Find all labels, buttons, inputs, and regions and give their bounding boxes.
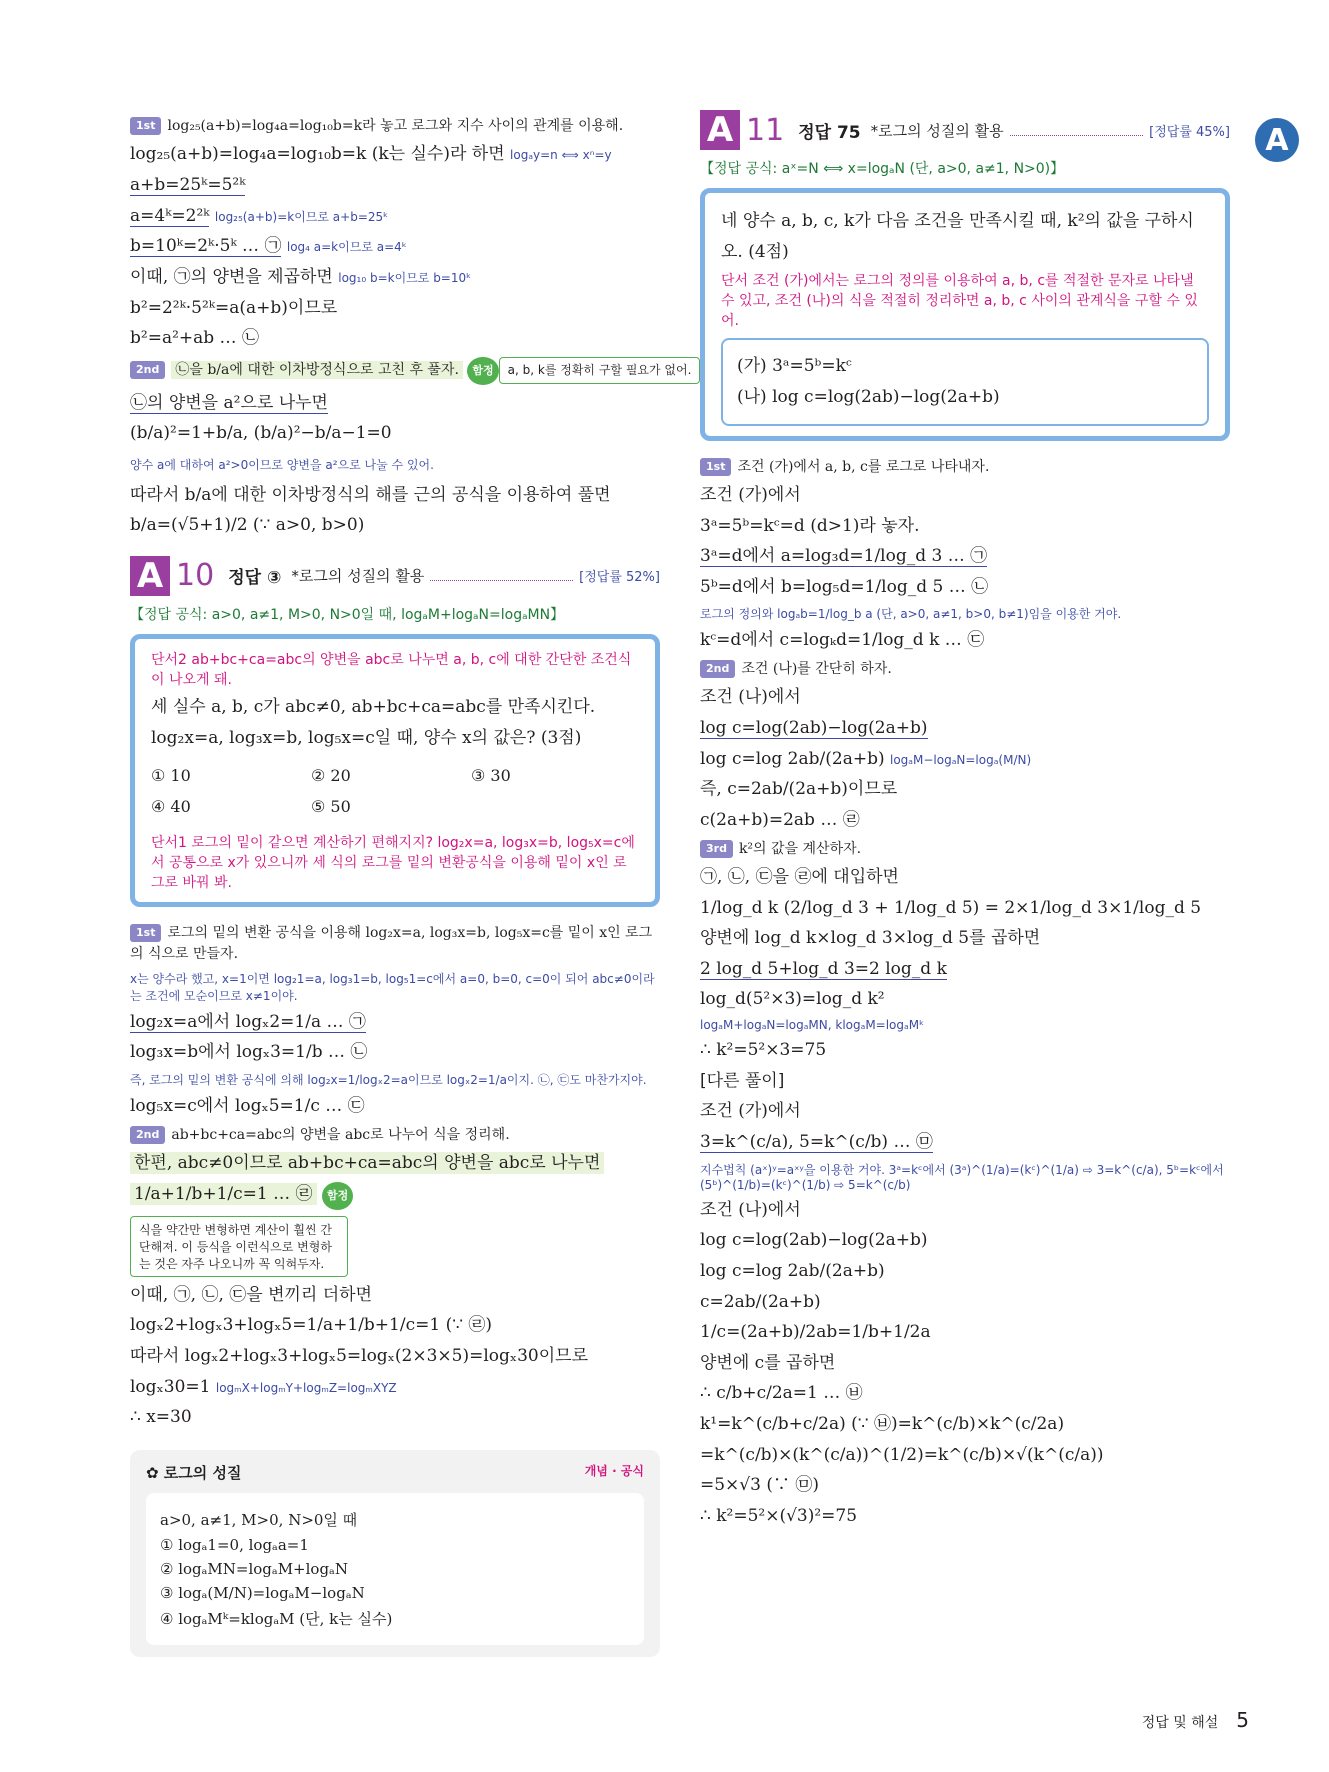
correct-rate: [정답률 52%] <box>579 570 660 586</box>
choice-4: ④ 40 <box>151 797 191 817</box>
note: 로그의 정의와 logₐb=1/log_b a (단, a>0, a≠1, b>0, b≠1)임을 이용한 거야. <box>700 607 1122 622</box>
math-line: b/a=(√5+1)/2 (∵ a>0, b>0) <box>130 515 365 536</box>
choice-5: ⑤ 50 <box>311 797 351 817</box>
trap-tag: 함정 <box>467 357 498 385</box>
props-tag: 개념 · 공식 <box>584 1463 644 1478</box>
step-text: log₂₅(a+b)=log₄a=log₁₀b=k라 놓고 로그와 지수 사이의 관계를 이용해. <box>167 118 624 134</box>
choice-2: ② 20 <box>311 766 351 786</box>
note: 양수 a에 대하여 a²>0이므로 양변을 a²으로 나눌 수 있어. <box>130 458 434 472</box>
math-line: log₃x=b에서 logₓ3=1/b … ㉡ <box>130 1042 368 1063</box>
math-line: 양변에 c를 곱하면 <box>700 1352 836 1373</box>
alt-solution-label: [다른 풀이] <box>700 1070 785 1091</box>
step2-block <box>130 357 692 538</box>
math-line: 이때, ㉠, ㉡, ㉢을 변끼리 더하면 <box>130 1284 373 1305</box>
math-line: log_d(5²×3)=log_d k² <box>700 989 885 1010</box>
math-line: 조건 (가)에서 <box>700 484 801 505</box>
topic-label: *로그의 성질의 활용 <box>870 121 1004 140</box>
footer-label: 정답 및 해설 <box>1141 1715 1219 1731</box>
question-number: 10 <box>176 558 215 594</box>
math-line: (b/a)²=1+b/a, (b/a)²−b/a−1=0 <box>130 423 392 444</box>
topic-label: *로그의 성질의 활용 <box>291 567 425 586</box>
answer-label: 정답 75 <box>798 122 861 143</box>
q11-header <box>700 110 1230 150</box>
prop-item: ① logₐ1=0, logₐa=1 <box>160 1535 309 1554</box>
prop-item: ④ logₐMᵏ=klogₐM (단, k는 실수) <box>160 1609 393 1628</box>
step-text: 조건 (가)에서 a, b, c를 로그로 나타내자. <box>737 458 990 475</box>
step-badge: 1st <box>130 117 161 135</box>
math-line: log c=log 2ab/(2a+b) <box>700 748 885 769</box>
step-badge: 3rd <box>700 840 733 858</box>
side-tab-a: A <box>1255 118 1299 162</box>
step-text: k²의 값을 계산하자. <box>738 840 862 857</box>
choices <box>151 760 639 822</box>
right-column <box>700 110 1230 1535</box>
step-text: 로그의 밑의 변환 공식을 이용해 log₂x=a, log₃x=b, log₅x=c를 밑이 x인 로그의 식으로 만들자. <box>130 925 653 962</box>
level-badge: A <box>130 556 170 596</box>
math-line: ㉠, ㉡, ㉢을 ㉣에 대입하면 <box>700 866 899 887</box>
question-text: 네 양수 a, b, c, k가 다음 조건을 만족시킬 때, k²의 값을 구하시 <box>721 211 1194 231</box>
step-badge: 2nd <box>700 660 735 678</box>
dotted-leader <box>430 570 573 581</box>
math-line: 조건 (나)에서 <box>700 687 801 708</box>
condition-na: (나) log c=log(2ab)−log(2a+b) <box>737 386 1000 407</box>
math-line: 조건 (나)에서 <box>700 1199 801 1220</box>
math-line: a=4ᵏ=2²ᵏ <box>130 205 210 226</box>
math-line: log c=log(2ab)−log(2a+b) <box>700 718 928 738</box>
math-line: b²=a²+ab … ㉡ <box>130 328 259 349</box>
math-line: log c=log 2ab/(2a+b) <box>700 1260 885 1281</box>
math-line: logₓ30=1 <box>130 1376 211 1397</box>
solution-10 <box>130 923 660 1430</box>
math-line: log₂x=a에서 logₓ2=1/a … ㉠ <box>130 1011 366 1032</box>
math-line: 이때, ㉠의 양변을 제곱하면 <box>130 266 333 287</box>
math-line: 조건 (가)에서 <box>700 1101 801 1122</box>
answer-formula: 【정답 공식: a>0, a≠1, M>0, N>0일 때, logₐM+logₐN=logₐMN】 <box>130 606 565 623</box>
question-text: 세 실수 a, b, c가 abc≠0, ab+bc+ca=abc를 만족시킨다. <box>151 696 596 717</box>
solution-11 <box>700 457 1230 1529</box>
math-line: log₅x=c에서 logₓ5=1/c … ㉢ <box>130 1096 365 1117</box>
math-line: a+b=25ᵏ=5²ᵏ <box>130 174 246 195</box>
math-line: 한편, abc≠0이므로 ab+bc+ca=abc의 양변을 abc로 나누면 <box>130 1152 604 1174</box>
note: log₁₀ b=k이므로 b=10ᵏ <box>338 270 472 285</box>
prop-item: ② logₐMN=logₐM+logₐN <box>160 1559 348 1578</box>
question-number: 11 <box>746 112 785 148</box>
note: logₘX+logₘY+logₘZ=logₘXYZ <box>215 1380 397 1395</box>
math-line: 따라서 b/a에 대한 이차방정식의 해를 근의 공식을 이용하여 풀면 <box>130 484 611 505</box>
note: log₄ a=k이므로 a=4ᵏ <box>286 240 407 255</box>
props-title: ✿ 로그의 성질 <box>146 1463 242 1482</box>
step-badge: 1st <box>130 924 161 942</box>
page-footer <box>1142 1708 1249 1732</box>
conditions-box <box>721 338 1209 425</box>
math-line: ∴ c/b+c/2a=1 … ㉥ <box>700 1383 863 1404</box>
step-text: ㉡을 b/a에 대한 이차방정식으로 고친 후 풀자. <box>171 361 463 379</box>
math-line: b²=2²ᵏ·5²ᵏ=a(a+b)이므로 <box>130 297 338 318</box>
math-line: 2 log_d 5+log_d 3=2 log_d k <box>700 958 947 979</box>
math-line: k¹=k^(c/b+c/2a) (∵ ㉥)=k^(c/b)×k^(c/2a) <box>700 1414 1065 1435</box>
math-line: b=10ᵏ=2ᵏ·5ᵏ … ㉠ <box>130 236 282 257</box>
trap-tag: 함정 <box>322 1182 353 1210</box>
left-column <box>130 110 692 1657</box>
answer-formula: 【정답 공식: aˣ=N ⟺ x=logₐN (단, a>0, a≠1, N>0)】 <box>700 161 1065 177</box>
prop-item: ③ logₐ(M/N)=logₐM−logₐN <box>160 1583 365 1602</box>
math-line: 1/a+1/b+1/c=1 … ㉣ <box>130 1183 317 1205</box>
math-line: 3=k^(c/a), 5=k^(c/b) … ㉤ <box>700 1131 933 1152</box>
choice-3: ③ 30 <box>471 766 511 786</box>
hint: 단서1 로그의 밑이 같으면 계산하기 편해지지? log₂x=a, log₃x=b, log₅x=c에서 공통으로 x가 있으니까 세 식의 로그를 밑의 변환공식을 이용해 밑이 x인 로그로 바꿔 봐. <box>151 835 635 892</box>
math-line: ∴ k²=5²×(√3)²=75 <box>700 1506 858 1527</box>
page-number: 5 <box>1236 1708 1249 1732</box>
hint: 단서 조건 (가)에서는 로그의 정의를 이용하여 a, b, c를 적절한 문자로 나타낼 수 있고, 조건 (나)의 식을 적절히 정리하면 a, b, c 사이의 관계식을 구할 수 있어. <box>721 273 1198 330</box>
note: logₐM+logₐN=logₐMN, klogₐM=logₐMᵏ <box>700 1018 925 1033</box>
question-box <box>700 188 1230 441</box>
math-line: 따라서 logₓ2+logₓ3+logₓ5=logₓ(2×3×5)=logₓ30이므로 <box>130 1345 588 1366</box>
level-badge: A <box>700 110 740 150</box>
trap-tip: 식을 약간만 변형하면 계산이 훨씬 간단해져. 이 등식을 이런식으로 변형하는 것은 자주 나오니까 꼭 익혀두자. <box>130 1216 348 1277</box>
log-properties-box <box>130 1450 660 1657</box>
note: logₐy=n ⟺ xⁿ=y <box>510 148 612 163</box>
choice-1: ① 10 <box>151 766 191 786</box>
note: log₂₅(a+b)=k이므로 a+b=25ᵏ <box>214 209 389 224</box>
note: 지수법칙 (aˣ)ʸ=aˣʸ을 이용한 거야. 3ᵃ=kᶜ에서 (3ᵃ)^(1/a)=(kᶜ)^(1/a) ⇨ 3=k^(c/a), 5ᵇ=kᶜ에서 (5ᵇ)^(1/b)=(kᶜ)^(1/b) ⇨ 5=k^(c/b) <box>700 1162 1224 1192</box>
math-line: ∴ k²=5²×3=75 <box>700 1040 827 1061</box>
note: 즉, 로그의 밑의 변환 공식에 의해 log₂x=1/logₓ2=a이므로 logₓ2=1/a이지. ㉡, ㉢도 마찬가지야. <box>130 1073 647 1088</box>
step-text: 조건 (나)를 간단히 하자. <box>741 661 892 678</box>
math-line: 양변에 log_d k×log_d 3×log_d 5를 곱하면 <box>700 928 1041 949</box>
trap-tip: a, b, k를 정확히 구할 필요가 없어. <box>499 357 701 384</box>
answer-label: 정답 ③ <box>228 568 282 589</box>
condition-ga: (가) 3ᵃ=5ᵇ=kᶜ <box>737 356 852 377</box>
step1-block <box>130 116 660 351</box>
props-condition: a>0, a≠1, M>0, N>0일 때 <box>160 1510 358 1529</box>
math-line: ㉡의 양변을 a²으로 나누면 <box>130 392 328 413</box>
math-line: 5ᵇ=d에서 b=log₅d=1/log_d 5 … ㉡ <box>700 576 989 597</box>
step-badge: 2nd <box>130 361 165 379</box>
math-line: =k^(c/b)×(k^(c/a))^(1/2)=k^(c/b)×√(k^(c/a)) <box>700 1444 1104 1465</box>
math-line: c(2a+b)=2ab … ㉣ <box>700 809 860 830</box>
math-line: 3ᵃ=5ᵇ=kᶜ=d (d>1)라 놓자. <box>700 515 920 536</box>
math-line: =5×√3 (∵ ㉤) <box>700 1475 820 1496</box>
hint: 단서2 ab+bc+ca=abc의 양변을 abc로 나누면 a, b, c에 대한 간단한 조건식이 나오게 돼. <box>151 651 632 688</box>
question-text: 오. (4점) <box>721 241 789 262</box>
math-line: ∴ x=30 <box>130 1407 192 1428</box>
math-line: 1/c=(2a+b)/2ab=1/b+1/2a <box>700 1322 931 1343</box>
dotted-leader <box>1010 125 1144 136</box>
note: logₐM−logₐN=logₐ(M/N) <box>890 752 1032 767</box>
math-line: 3ᵃ=d에서 a=log₃d=1/log_d 3 … ㉠ <box>700 546 988 567</box>
q10-header <box>130 556 660 596</box>
step-badge: 2nd <box>130 1126 165 1144</box>
math-line: kᶜ=d에서 c=logₖd=1/log_d k … ㉢ <box>700 630 985 651</box>
math-line: 즉, c=2ab/(2a+b)이므로 <box>700 779 898 800</box>
question-text: log₂x=a, log₃x=b, log₅x=c일 때, 양수 x의 값은? (3점) <box>151 727 582 748</box>
math-line: log₂₅(a+b)=log₄a=log₁₀b=k (k는 실수)라 하면 <box>130 144 505 165</box>
math-line: c=2ab/(2a+b) <box>700 1291 821 1312</box>
question-box <box>130 634 660 907</box>
step-badge: 1st <box>700 458 731 476</box>
math-line: 1/log_d k (2/log_d 3 + 1/log_d 5) = 2×1/log_d 3×1/log_d 5 <box>700 897 1202 918</box>
step-text: ab+bc+ca=abc의 양변을 abc로 나누어 식을 정리해. <box>171 1126 510 1143</box>
math-line: logₓ2+logₓ3+logₓ5=1/a+1/b+1/c=1 (∵ ㉣) <box>130 1315 493 1336</box>
props-title-text: 로그의 성질 <box>163 1463 242 1482</box>
math-line: log c=log(2ab)−log(2a+b) <box>700 1230 928 1251</box>
correct-rate: [정답률 45%] <box>1149 124 1230 140</box>
note: x는 양수라 했고, x=1이면 log₂1=a, log₃1=b, log₅1=c에서 a=0, b=0, c=0이 되어 abc≠0이라는 조건에 모순이므로 x≠1이야. <box>130 971 655 1003</box>
